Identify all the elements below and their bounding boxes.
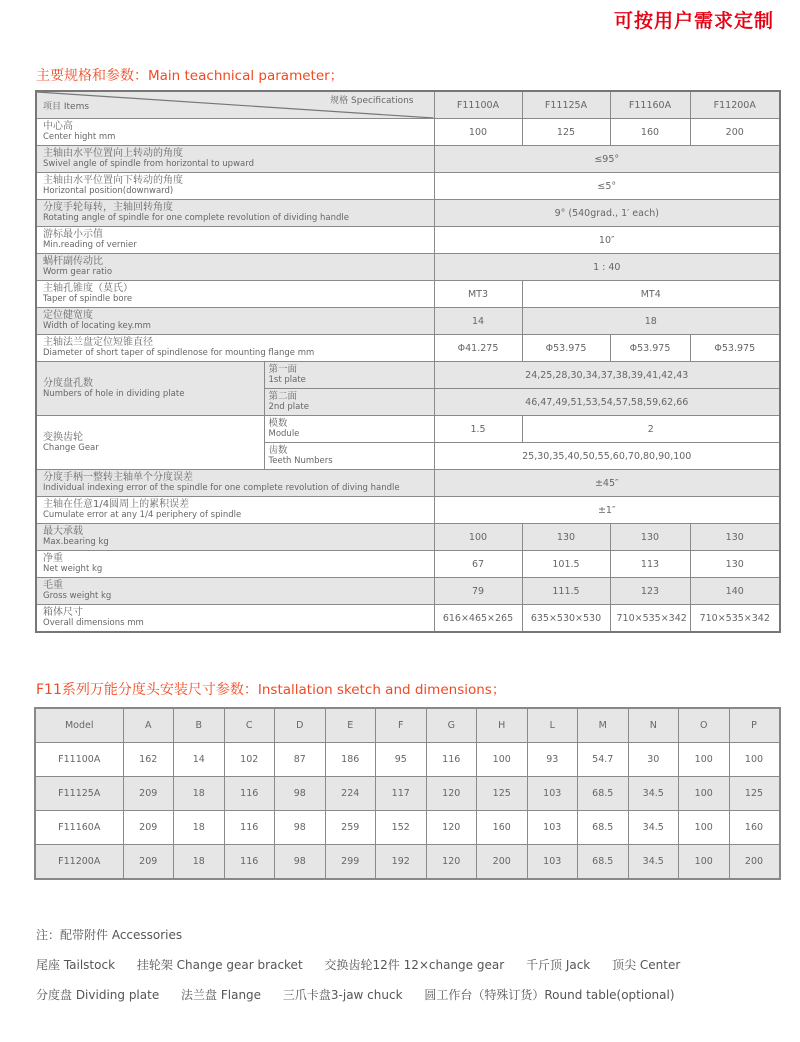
dimension-cell: 34.5: [628, 777, 679, 811]
value-cell: ±45″: [434, 470, 780, 497]
label-en: Diameter of short taper of spindlenose for mounting flange mm: [43, 348, 315, 358]
row-dimensions: [36, 605, 780, 633]
row-key-width: [36, 308, 780, 335]
dimension-cell: 259: [325, 811, 376, 845]
sub-label-zh: 模数: [268, 418, 288, 429]
dimension-cell: 103: [527, 811, 578, 845]
dimension-cell: 87: [275, 743, 326, 777]
row-net-weight: [36, 551, 780, 578]
sub-label-en: Teeth Numbers: [268, 456, 333, 466]
label-en: Rotating angle of spindle for one complete revolution of dividing handle: [43, 213, 349, 223]
value-cell: 9° (540grad., 1′ each): [434, 200, 780, 227]
row-flange-taper: [36, 335, 780, 362]
accessories-title: 注：配带附件 Accessories: [36, 928, 183, 942]
dimension-cell: 100: [679, 743, 730, 777]
label-en: Min.reading of vernier: [43, 240, 137, 250]
value-cell: 200: [690, 119, 780, 146]
row-label: [36, 416, 264, 470]
sub-label: [264, 389, 434, 416]
accessory-item: 圆工作台（特殊订货）Round table(optional): [424, 988, 675, 1002]
label-en: Change Gear: [43, 442, 99, 453]
row-change-gear-module: [36, 416, 780, 443]
label-en: Individual indexing error of the spindle for one complete revolution of diving handle: [43, 483, 400, 493]
dimension-cell: 18: [174, 777, 225, 811]
value-cell: 1.5: [434, 416, 522, 443]
header-diagonal-cell: [36, 91, 434, 119]
dimension-cell: 103: [527, 845, 578, 880]
sub-label: [264, 443, 434, 470]
row-swivel-up: [36, 146, 780, 173]
value-cell: 10″: [434, 227, 780, 254]
value-cell: ≤95°: [434, 146, 780, 173]
dimension-cell: 100: [477, 743, 528, 777]
dimension-cell: 160: [477, 811, 528, 845]
value-cell: 111.5: [522, 578, 610, 605]
install-dimensions-table: [34, 707, 781, 880]
dimension-cell: 209: [123, 811, 174, 845]
value-cell: Φ53.975: [610, 335, 690, 362]
model-header: F11125A: [522, 91, 610, 119]
row-label: [36, 200, 434, 227]
table-row: [35, 811, 780, 845]
dimension-cell: 100: [729, 743, 780, 777]
label-en: Taper of spindle bore: [43, 294, 133, 304]
value-cell: 24,25,28,30,34,37,38,39,41,42,43: [434, 362, 780, 389]
label-en: Worm gear ratio: [43, 267, 113, 277]
sub-label-en: 1st plate: [268, 375, 306, 385]
value-cell: 125: [522, 119, 610, 146]
column-header: G: [426, 708, 477, 743]
spec-section-title: [36, 64, 343, 85]
spec-title-zh: 主要规格和参数：: [36, 68, 148, 84]
dimension-cell: 120: [426, 811, 477, 845]
row-label: [36, 308, 434, 335]
dimension-cell: 14: [174, 743, 225, 777]
model-header: F11160A: [610, 91, 690, 119]
value-cell: 100: [434, 524, 522, 551]
value-cell: Φ53.975: [522, 335, 610, 362]
row-label: [36, 605, 434, 633]
header-items-label: 项目 Items: [43, 102, 90, 112]
dimension-cell: 116: [224, 811, 275, 845]
label-zh: 变换齿轮: [43, 431, 83, 443]
sub-label-en: Module: [268, 429, 300, 439]
dimension-cell: 93: [527, 743, 578, 777]
value-cell: Φ53.975: [690, 335, 780, 362]
sub-label-en: 2nd plate: [268, 402, 309, 412]
label-zh: 中心高: [43, 121, 73, 132]
column-header: O: [679, 708, 730, 743]
value-cell: 101.5: [522, 551, 610, 578]
value-cell: 140: [690, 578, 780, 605]
dimension-cell: 54.7: [578, 743, 629, 777]
column-header: F: [376, 708, 427, 743]
label-zh: 分度盘孔数: [43, 377, 93, 389]
row-label: [36, 470, 434, 497]
dimension-cell: 68.5: [578, 845, 629, 880]
value-cell: 130: [690, 524, 780, 551]
label-en: Width of locating key.mm: [43, 321, 151, 331]
dimension-cell: 34.5: [628, 811, 679, 845]
value-cell: 67: [434, 551, 522, 578]
sub-label-zh: 齿数: [268, 445, 288, 456]
value-cell: 113: [610, 551, 690, 578]
dimension-cell: 125: [729, 777, 780, 811]
label-en: Cumulate error at any 1/4 periphery of spindle: [43, 510, 242, 520]
accessory-item: 分度盘 Dividing plate: [36, 988, 160, 1002]
row-label: [36, 578, 434, 605]
accessory-item: 挂轮架 Change gear bracket: [136, 958, 303, 972]
column-header: Model: [35, 708, 123, 743]
label-en: Max.bearing kg: [43, 537, 109, 547]
dimension-cell: 192: [376, 845, 427, 880]
dimension-cell: 299: [325, 845, 376, 880]
column-header: N: [628, 708, 679, 743]
dimension-cell: 125: [477, 777, 528, 811]
model-cell: F11160A: [35, 811, 123, 845]
column-header: D: [275, 708, 326, 743]
row-center-height: [36, 119, 780, 146]
value-cell: MT4: [522, 281, 780, 308]
value-cell: 46,47,49,51,53,54,57,58,59,62,66: [434, 389, 780, 416]
dimension-cell: 102: [224, 743, 275, 777]
value-cell: 25,30,35,40,50,55,60,70,80,90,100: [434, 443, 780, 470]
dimension-cell: 186: [325, 743, 376, 777]
dimension-cell: 98: [275, 777, 326, 811]
value-cell: ≤5°: [434, 173, 780, 200]
model-header: F11200A: [690, 91, 780, 119]
dimension-cell: 100: [679, 811, 730, 845]
dimension-cell: 98: [275, 845, 326, 880]
label-zh: 主轴由水平位置向下转动的角度: [43, 175, 183, 186]
row-label: [36, 551, 434, 578]
row-worm-ratio: [36, 254, 780, 281]
spec-table: [35, 90, 781, 633]
label-zh: 最大承载: [43, 526, 83, 537]
dimension-cell: 120: [426, 777, 477, 811]
dimension-cell: 209: [123, 777, 174, 811]
label-zh: 蜗杆副传动比: [43, 256, 103, 267]
column-header: P: [729, 708, 780, 743]
row-label: [36, 227, 434, 254]
row-dividing-plate-1: [36, 362, 780, 389]
sub-label: [264, 362, 434, 389]
dimension-cell: 68.5: [578, 811, 629, 845]
value-cell: 2: [522, 416, 780, 443]
accessory-item: 法兰盘 Flange: [181, 988, 262, 1002]
dimension-cell: 68.5: [578, 777, 629, 811]
value-cell: 616×465×265: [434, 605, 522, 633]
label-zh: 分度手轮每转，主轴回转角度: [43, 202, 173, 213]
dims-header-row: [35, 708, 780, 743]
label-en: Overall dimensions mm: [43, 618, 144, 628]
install-title-zh: F11系列万能分度头安装尺寸参数：: [36, 682, 258, 698]
row-max-bearing: [36, 524, 780, 551]
dimension-cell: 95: [376, 743, 427, 777]
accessories-line-2: [36, 986, 693, 1003]
dimension-cell: 117: [376, 777, 427, 811]
column-header: H: [477, 708, 528, 743]
table-row: [35, 777, 780, 811]
dimension-cell: 162: [123, 743, 174, 777]
header-specs-label: 规格 Specifications: [330, 96, 414, 106]
row-label: [36, 119, 434, 146]
install-title-en: Installation sketch and dimensions；: [257, 682, 506, 698]
value-cell: 160: [610, 119, 690, 146]
dimension-cell: 100: [679, 845, 730, 880]
label-zh: 净重: [43, 553, 63, 564]
label-zh: 游标最小示值: [43, 229, 103, 240]
value-cell: 18: [522, 308, 780, 335]
column-header: M: [578, 708, 629, 743]
row-cumulate-error: [36, 497, 780, 524]
accessory-item: 三爪卡盘3-jaw chuck: [282, 988, 403, 1002]
spec-title-en: Main teachnical parameter；: [148, 68, 344, 84]
value-cell: 130: [522, 524, 610, 551]
column-header: L: [527, 708, 578, 743]
dimension-cell: 18: [174, 811, 225, 845]
column-header: B: [174, 708, 225, 743]
value-cell: 710×535×342: [610, 605, 690, 633]
accessory-item: 千斤顶 Jack: [526, 958, 591, 972]
sub-label-zh: 第一面: [268, 364, 298, 375]
label-zh: 定位健宽度: [43, 310, 93, 321]
customization-note: 可按用户需求定制: [613, 10, 774, 32]
row-label: [36, 173, 434, 200]
row-gross-weight: [36, 578, 780, 605]
label-zh: 主轴在任意1/4圆周上的累积误差: [43, 499, 190, 510]
row-label: [36, 524, 434, 551]
dimension-cell: 224: [325, 777, 376, 811]
accessory-item: 尾座 Tailstock: [36, 958, 116, 972]
value-cell: ±1″: [434, 497, 780, 524]
row-swivel-down: [36, 173, 780, 200]
value-cell: 710×535×342: [690, 605, 780, 633]
value-cell: MT3: [434, 281, 522, 308]
label-zh: 毛重: [43, 580, 63, 591]
label-en: Horizontal position(downward): [43, 186, 174, 196]
value-cell: 130: [610, 524, 690, 551]
dimension-cell: 116: [224, 777, 275, 811]
table-row: [35, 845, 780, 880]
row-label: [36, 254, 434, 281]
value-cell: 123: [610, 578, 690, 605]
row-label: [36, 281, 434, 308]
value-cell: 130: [690, 551, 780, 578]
dimension-cell: 200: [477, 845, 528, 880]
row-indexing-error: [36, 470, 780, 497]
row-label: [36, 497, 434, 524]
dimension-cell: 103: [527, 777, 578, 811]
value-cell: 635×530×530: [522, 605, 610, 633]
dimension-cell: 18: [174, 845, 225, 880]
dimension-cell: 100: [679, 777, 730, 811]
row-rotating-angle: [36, 200, 780, 227]
dimension-cell: 120: [426, 845, 477, 880]
label-en: Net weight kg: [43, 564, 103, 574]
label-zh: 主轴法兰盘定位短锥直径: [43, 337, 153, 348]
dimension-cell: 34.5: [628, 845, 679, 880]
row-label: [36, 335, 434, 362]
install-section-title: [36, 678, 505, 699]
dimension-cell: 116: [426, 743, 477, 777]
value-cell: 100: [434, 119, 522, 146]
label-en: Swivel angle of spindle from horizontal to upward: [43, 159, 254, 169]
accessories-line-1: [36, 956, 698, 973]
label-zh: 主轴孔锥度（莫氏）: [43, 283, 133, 294]
row-label: [36, 362, 264, 416]
dimension-cell: 98: [275, 811, 326, 845]
value-cell: 1 : 40: [434, 254, 780, 281]
spec-header-row: [36, 91, 780, 119]
dimension-cell: 200: [729, 845, 780, 880]
column-header: A: [123, 708, 174, 743]
model-cell: F11100A: [35, 743, 123, 777]
label-zh: 箱体尺寸: [43, 607, 83, 618]
table-row: [35, 743, 780, 777]
accessory-item: 交换齿轮12件 12×change gear: [324, 958, 505, 972]
label-zh: 分度手柄一整转主轴单个分度误差: [43, 472, 193, 483]
dimension-cell: 30: [628, 743, 679, 777]
dimension-cell: 160: [729, 811, 780, 845]
model-cell: F11200A: [35, 845, 123, 880]
row-label: [36, 146, 434, 173]
label-en: Numbers of hole in dividing plate: [43, 388, 185, 399]
model-header: F11100A: [434, 91, 522, 119]
sub-label: [264, 416, 434, 443]
column-header: E: [325, 708, 376, 743]
row-taper-bore: [36, 281, 780, 308]
label-zh: 主轴由水平位置向上转动的角度: [43, 148, 183, 159]
accessory-item: 顶尖 Center: [612, 958, 681, 972]
model-cell: F11125A: [35, 777, 123, 811]
label-en: Center hight mm: [43, 132, 116, 142]
dimension-cell: 116: [224, 845, 275, 880]
sub-label-zh: 第二面: [268, 391, 298, 402]
value-cell: 14: [434, 308, 522, 335]
dimension-cell: 209: [123, 845, 174, 880]
value-cell: 79: [434, 578, 522, 605]
label-en: Gross weight kg: [43, 591, 112, 601]
value-cell: Φ41.275: [434, 335, 522, 362]
dimension-cell: 152: [376, 811, 427, 845]
column-header: C: [224, 708, 275, 743]
row-vernier: [36, 227, 780, 254]
